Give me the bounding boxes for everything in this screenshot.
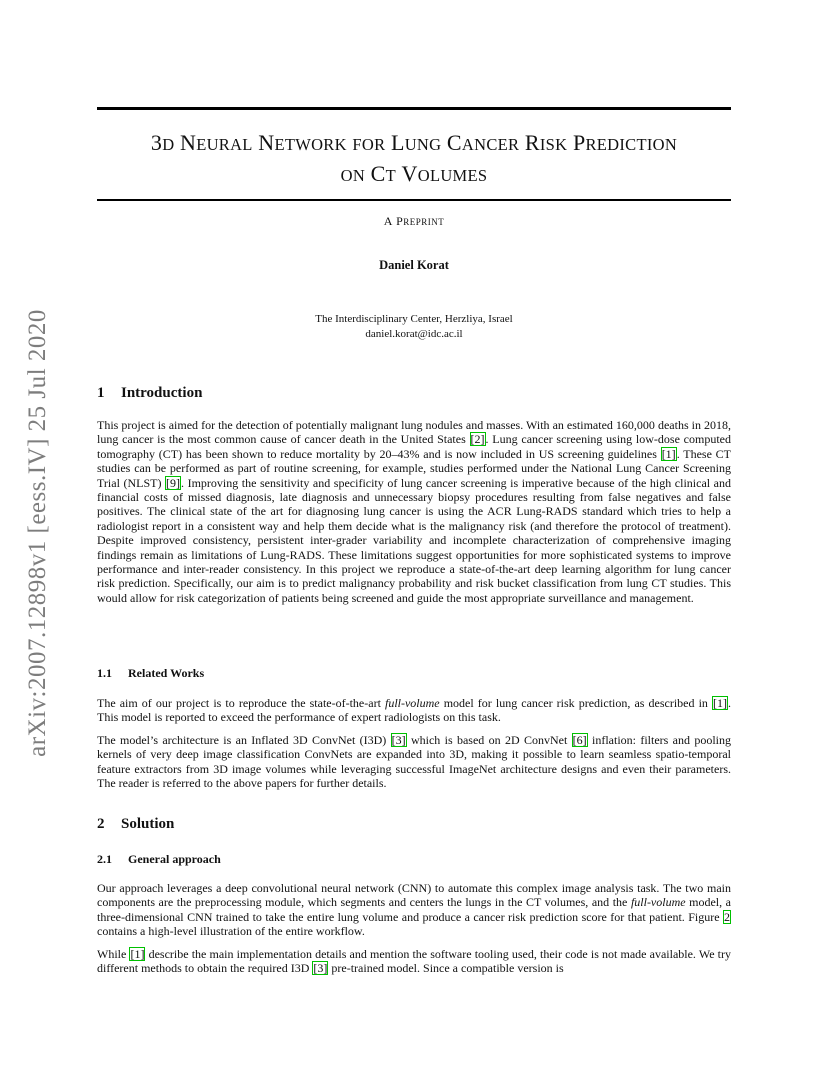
figure-reference-link[interactable]: 2 [724,909,730,924]
citation-link[interactable]: [1] [130,947,145,961]
citation-link[interactable]: [6] [572,733,587,747]
citation-link[interactable]: [1] [661,446,676,461]
subsection-title: General approach [128,852,221,866]
subsection-number: 1.1 [97,666,112,680]
subsection-heading-general-approach [97,852,221,867]
section-heading-introduction [97,385,202,402]
title-line-1: 3D NEURAL NETWORK FOR LUNG CANCER RISK PREDICTION [150,130,678,155]
introduction-paragraph: This project is aimed for the detection of potentially malignant lung nodules and masses. With an estimated 160,000 deaths in 2018, lung cancer is the most common cause of cancer death in the United States [2]. Lung cancer screening using low-dose computed tomography (CT) has been shown to reduce mortality by 20–43% and is now included in US screening guidelines [1]. These CT studies can be performed as part of routine screening, for example, studies performed under the National Lung Cancer Screening Trial (NLST) [9]. Improving the sensitivity and specificity of lung cancer screening is imperative because of the high clinical and financial costs of missed diagnosis, late diagnosis and unnecessary biopsy procedures resulting from false negatives and false positives. The clinical state of the art for diagnosing lung cancer is using the ACR Lung-RADS standard which tries to help a radiologist report in a consistent way and help them decide what is the malignancy risk (and therefore the protocol of treatment). Despite improved consistency, persistent inter-grader variability and incomplete characterization of comprehensive imaging findings remain as limitations of Lung-RADS. These limitations suggest opportunities for more sophisticated systems to improve performance and inter-reader consistency. In this project we reproduce a state-of-the-art deep learning algorithm for lung cancer risk prediction. Specifically, our aim is to predict malignancy probability and risk bucket classification from lung CT studies. This would allow for risk categorization of patients being screened and guide the most appropriate surveillance and management. [97,418,732,605]
citation-link[interactable]: [1] [713,696,727,710]
preprint-label: A PREPRINT [383,214,445,228]
general-approach-paragraph-2: While [1] describe the main implementation details and mention the software tooling used, their code is not made available. We try different methods to obtain the required I3D [3] pre-trained model. Since a compatible version is [97,947,732,976]
title-bottom-rule [97,199,731,201]
author-name: Daniel Korat [379,258,449,272]
author-email: daniel.korat@idc.ac.il [365,328,463,340]
subsection-number: 2.1 [97,852,112,866]
subsection-heading-related-works [97,666,204,681]
citation-link[interactable]: [9] [166,475,181,490]
citation-link[interactable]: [2] [470,432,485,447]
general-approach-paragraph-1: Our approach leverages a deep convolutional neural network (CNN) to automate this complex image analysis task. The two main components are the preprocessing module, which segments and centers the lungs in the CT volumes, and the full-volume model, a three-dimensional CNN trained to take the entire lung volume and produce a cancer risk prediction score for that patient. Figure 2 contains a high-level illustration of the entire workflow. [97,881,732,939]
affiliation: The Interdisciplinary Center, Herzliya, Israel [315,313,513,325]
section-title: Solution [121,816,175,832]
citation-link[interactable]: [3] [391,733,406,747]
section-heading-solution [97,816,174,833]
title-top-rule [97,107,731,110]
arxiv-margin-identifier: arXiv:2007.12898v1 [eess.IV] 25 Jul 2020 [24,309,51,757]
section-number: 2 [97,816,105,832]
related-works-paragraph-2: The model’s architecture is an Inflated 3D ConvNet (I3D) [3] which is based on 2D ConvNet [6] inflation: filters and pooling kernels of very deep image classification ConvNets are expanded into 3D, making it possible to learn seamless spatio-temporal feature extractors from 3D image volumes while leveraging successful ImageNet architecture designs and even their parameters. The reader is referred to the above papers for further details. [97,733,731,791]
author-affiliation-block [97,312,731,342]
citation-link[interactable]: [3] [313,961,328,976]
section-number: 1 [97,385,105,401]
section-title: Introduction [121,385,203,401]
related-works-paragraph-1: The aim of our project is to reproduce the state-of-the-art full-volume model for lung cancer risk prediction, as described in [1]. This model is reported to exceed the performance of expert radiologists on this task. [97,696,731,725]
title-line-2: ON CT VOLUMES [340,161,488,186]
subsection-title: Related Works [128,666,205,680]
paper-title [97,128,731,190]
